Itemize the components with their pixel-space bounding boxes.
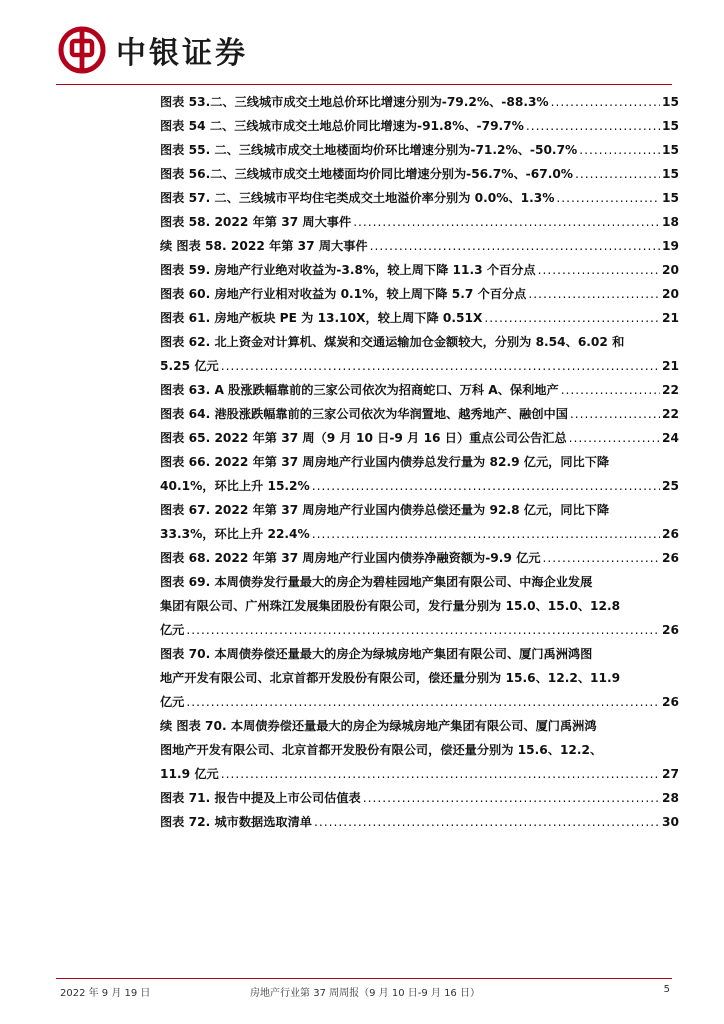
- bank-of-china-logo-icon: [58, 26, 106, 74]
- toc-entry-text: 亿元: [160, 695, 185, 709]
- page-footer: [60, 984, 670, 1000]
- toc-page-number: 15: [662, 95, 679, 109]
- toc-page-number: 15: [662, 119, 679, 133]
- footer-divider: [56, 978, 672, 979]
- toc-page-number: 18: [662, 215, 679, 229]
- toc-page-number: 27: [662, 767, 679, 781]
- toc-page-number: 15: [662, 167, 679, 181]
- toc-entry-text: 续 图表 58. 2022 年第 37 周大事件: [160, 239, 368, 253]
- toc-entry[interactable]: [160, 90, 679, 114]
- toc-entry-text: 图表 58. 2022 年第 37 周大事件: [160, 215, 352, 229]
- toc-entry-text: 图表 54 二、三线城市成交土地总价同比增速为-91.8%、-79.7%: [160, 119, 524, 133]
- toc-entry[interactable]: [160, 378, 679, 402]
- toc-dot-leader: [528, 282, 660, 306]
- footer-date: 2022 年 9 月 19 日: [60, 988, 151, 999]
- toc-entry-text: 集团有限公司、广州珠江发展集团股份有限公司，发行量分别为 15.0、15.0、12.8: [160, 599, 621, 613]
- toc-dot-leader: [221, 354, 660, 378]
- toc-dot-leader: [363, 786, 660, 810]
- toc-dot-leader: [569, 426, 660, 450]
- toc-entry[interactable]: [160, 450, 679, 498]
- toc-dot-leader: [312, 522, 660, 546]
- toc-dot-leader: [570, 402, 660, 426]
- toc-entry-text: 图表 55. 二、三线城市成交土地楼面均价环比增速分别为-71.2%、-50.7%: [160, 143, 578, 157]
- toc-page-number: 20: [662, 263, 679, 277]
- toc-entry-text: 图表 61. 房地产板块 PE 为 13.10X，较上周下降 0.51X: [160, 311, 483, 325]
- toc-page-number: 26: [662, 527, 679, 541]
- toc-dot-leader: [538, 258, 660, 282]
- toc-entry-text: 图表 68. 2022 年第 37 周房地产行业国内债券净融资额为-9.9 亿元: [160, 551, 541, 565]
- toc-entry-text: 图表 64. 港股涨跌幅靠前的三家公司依次为华润置地、越秀地产、融创中国: [160, 407, 568, 421]
- toc-page-number: 15: [662, 191, 679, 205]
- toc-dot-leader: [314, 810, 660, 834]
- toc-entry-text: 图表 70. 本周债券偿还量最大的房企为绿城房地产集团有限公司、厦门禹洲鸿图: [160, 647, 593, 661]
- toc-entry-text: 图表 71. 报告中提及上市公司估值表: [160, 791, 361, 805]
- toc-entry-text: 图表 56.二、三线城市成交土地楼面均价同比增速分别为-56.7%、-67.0%: [160, 167, 574, 181]
- toc-entry-text: 图表 57. 二、三线城市平均住宅类成交土地溢价率分别为 0.0%、1.3%: [160, 191, 555, 205]
- toc-dot-leader: [579, 138, 660, 162]
- toc-entry[interactable]: [160, 642, 679, 714]
- toc-entry-text: 图表 59. 房地产行业绝对收益为-3.8%，较上周下降 11.3 个百分点: [160, 263, 536, 277]
- toc-dot-leader: [221, 762, 660, 786]
- toc-entry-text: 33.3%，环比上升 22.4%: [160, 527, 310, 541]
- toc-page-number: 21: [662, 311, 679, 325]
- toc-page-number: 26: [662, 551, 679, 565]
- toc-entry-text: 图表 65. 2022 年第 37 周（9 月 10 日-9 月 16 日）重点公司公告汇总: [160, 431, 567, 445]
- toc-entry-text: 亿元: [160, 623, 185, 637]
- toc-entry-text: 图表 69. 本周债券发行量最大的房企为碧桂园地产集团有限公司、中海企业发展: [160, 575, 593, 589]
- toc-entry-text: 图地产开发有限公司、北京首都开发股份有限公司，偿还量分别为 15.6、12.2、: [160, 743, 603, 757]
- toc-entry[interactable]: [160, 426, 679, 450]
- toc-entry[interactable]: [160, 402, 679, 426]
- toc-dot-leader: [543, 546, 661, 570]
- toc-entry[interactable]: [160, 810, 679, 834]
- toc-dot-leader: [561, 378, 660, 402]
- toc-page-number: 30: [662, 815, 679, 829]
- toc-page-number: 15: [662, 143, 679, 157]
- toc-entry[interactable]: [160, 186, 679, 210]
- toc-entry[interactable]: [160, 138, 679, 162]
- toc-page-number: 20: [662, 287, 679, 301]
- header-divider: [56, 84, 672, 85]
- toc-dot-leader: [556, 186, 660, 210]
- toc-entry-text: 图表 66. 2022 年第 37 周房地产行业国内债券总发行量为 82.9 亿元，同比下降: [160, 455, 610, 469]
- toc-page-number: 26: [662, 695, 679, 709]
- toc-entry[interactable]: [160, 210, 679, 234]
- toc-entry[interactable]: [160, 282, 679, 306]
- toc-dot-leader: [186, 618, 660, 642]
- toc-entry[interactable]: [160, 114, 679, 138]
- toc-entry-text: 11.9 亿元: [160, 767, 219, 781]
- toc-page-number: 22: [662, 407, 679, 421]
- toc-entry-text: 40.1%，环比上升 15.2%: [160, 479, 310, 493]
- toc-entry[interactable]: [160, 714, 679, 786]
- toc-entry[interactable]: [160, 786, 679, 810]
- toc-entry-text: 图表 63. A 股涨跌幅靠前的三家公司依次为招商蛇口、万科 A、保利地产: [160, 383, 559, 397]
- toc-entry-text: 图表 67. 2022 年第 37 周房地产行业国内债券总偿还量为 92.8 亿元，同比下降: [160, 503, 610, 517]
- page-number: 5: [663, 984, 670, 995]
- table-of-contents: [160, 90, 679, 834]
- toc-entry[interactable]: [160, 306, 679, 330]
- toc-page-number: 22: [662, 383, 679, 397]
- toc-entry-text: 地产开发有限公司、北京首都开发股份有限公司，偿还量分别为 15.6、12.2、11.9: [160, 671, 621, 685]
- toc-entry-text: 续 图表 70. 本周债券偿还量最大的房企为绿城房地产集团有限公司、厦门禹洲鸿: [160, 719, 597, 733]
- toc-entry[interactable]: [160, 330, 679, 378]
- toc-dot-leader: [186, 690, 660, 714]
- toc-entry-text: 图表 72. 城市数据选取清单: [160, 815, 312, 829]
- toc-entry[interactable]: [160, 498, 679, 546]
- toc-entry[interactable]: [160, 570, 679, 642]
- toc-page-number: 19: [662, 239, 679, 253]
- toc-dot-leader: [575, 162, 660, 186]
- toc-entry[interactable]: [160, 162, 679, 186]
- toc-entry[interactable]: [160, 258, 679, 282]
- toc-entry[interactable]: [160, 546, 679, 570]
- toc-page-number: 24: [662, 431, 679, 445]
- toc-dot-leader: [526, 114, 660, 138]
- toc-entry[interactable]: [160, 234, 679, 258]
- toc-dot-leader: [370, 234, 660, 258]
- toc-entry-text: 图表 53.二、三线城市成交土地总价环比增速分别为-79.2%、-88.3%: [160, 95, 549, 109]
- toc-entry-text: 图表 62. 北上资金对计算机、煤炭和交通运输加仓金额较大，分别为 8.54、6.02 和: [160, 335, 625, 349]
- toc-entry-text: 图表 60. 房地产行业相对收益为 0.1%，较上周下降 5.7 个百分点: [160, 287, 527, 301]
- page-header: [58, 22, 248, 78]
- toc-dot-leader: [353, 210, 660, 234]
- toc-page-number: 21: [662, 359, 679, 373]
- toc-page-number: 26: [662, 623, 679, 637]
- toc-dot-leader: [312, 474, 660, 498]
- toc-page-number: 28: [662, 791, 679, 805]
- toc-dot-leader: [484, 306, 660, 330]
- footer-report-title: 房地产行业第 37 周周报（9 月 10 日-9 月 16 日）: [250, 988, 480, 999]
- toc-page-number: 25: [662, 479, 679, 493]
- toc-dot-leader: [551, 90, 660, 114]
- toc-entry-text: 5.25 亿元: [160, 359, 219, 373]
- brand-name: 中银证券: [116, 36, 248, 71]
